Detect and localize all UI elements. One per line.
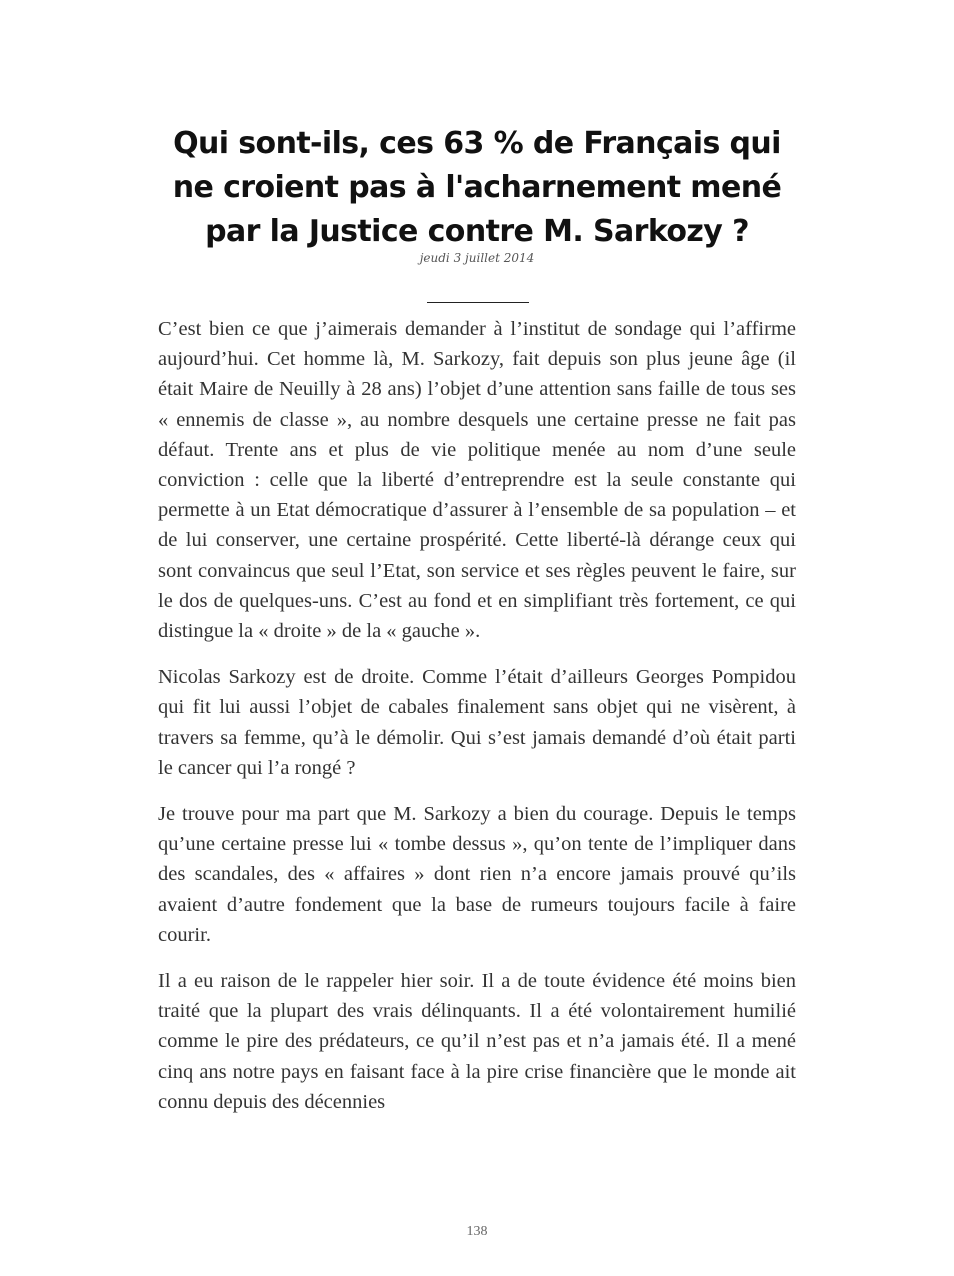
article-paragraph: C’est bien ce que j’aimerais demander à l’institut de sondage qui l’affirme aujourd’hui. Cet homme là, M. Sarkozy, fait depuis son plus jeune âge (il était Maire de Neuilly à 28 ans) l’objet d’une attention sans faille de tous ses « ennemis de classe », au nombre desquels une certaine presse ne fait pas défaut. Trente ans et plus de vie politique menée au nom d’une seule conviction : celle que la liberté d’entreprendre est la seule constante qui permette à un Etat démocratique d’assurer à l’ensemble de sa population – et de lui conserver, une certaine prospérité. Cette liberté-là dérange ceux qui sont convaincus que seul l’Etat, son service et ses règles peuvent le faire, sur le dos de quelques-uns. C’est au fond et en simplifiant très fortement, ce qui distingue la « droite » de la « gauche ». [158,318,796,643]
page-number: 138 [466,1224,488,1239]
title-separator [427,302,529,303]
article-title: Qui sont-ils, ces 63 % de Français qui ne croient pas à l'acharnement mené par la Justice contre M. Sarkozy ? [172,126,782,249]
article-body [158,314,796,1133]
article-paragraph: Il a eu raison de le rappeler hier soir. Il a de toute évidence été moins bien traité que la plupart des vrais délinquants. Il a été volontairement humilié comme le pire des prédateurs, ce qu’il n’est pas et n’a jamais été. Il a mené cinq ans notre pays en faisant face à la pire crise financière que le monde ait connu depuis des décennies [158,970,796,1113]
article-paragraph: Je trouve pour ma part que M. Sarkozy a bien du courage. Depuis le temps qu’une certaine presse lui « tombe dessus », qu’on tente de l’impliquer dans des scandales, des « affaires » dont rien n’a encore jamais prouvé qu’ils avaient d’autre fondement que la base de rumeurs toujours facile à faire courir. [158,803,796,946]
article-date: jeudi 3 juillet 2014 [419,251,535,265]
article-paragraph: Nicolas Sarkozy est de droite. Comme l’était d’ailleurs Georges Pompidou qui fit lui aussi l’objet de cabales finalement sans objet qui ne visèrent, à travers sa femme, qu’à le démolir. Qui s’est jamais demandé d’où était parti le cancer qui l’a rongé ? [158,666,796,779]
